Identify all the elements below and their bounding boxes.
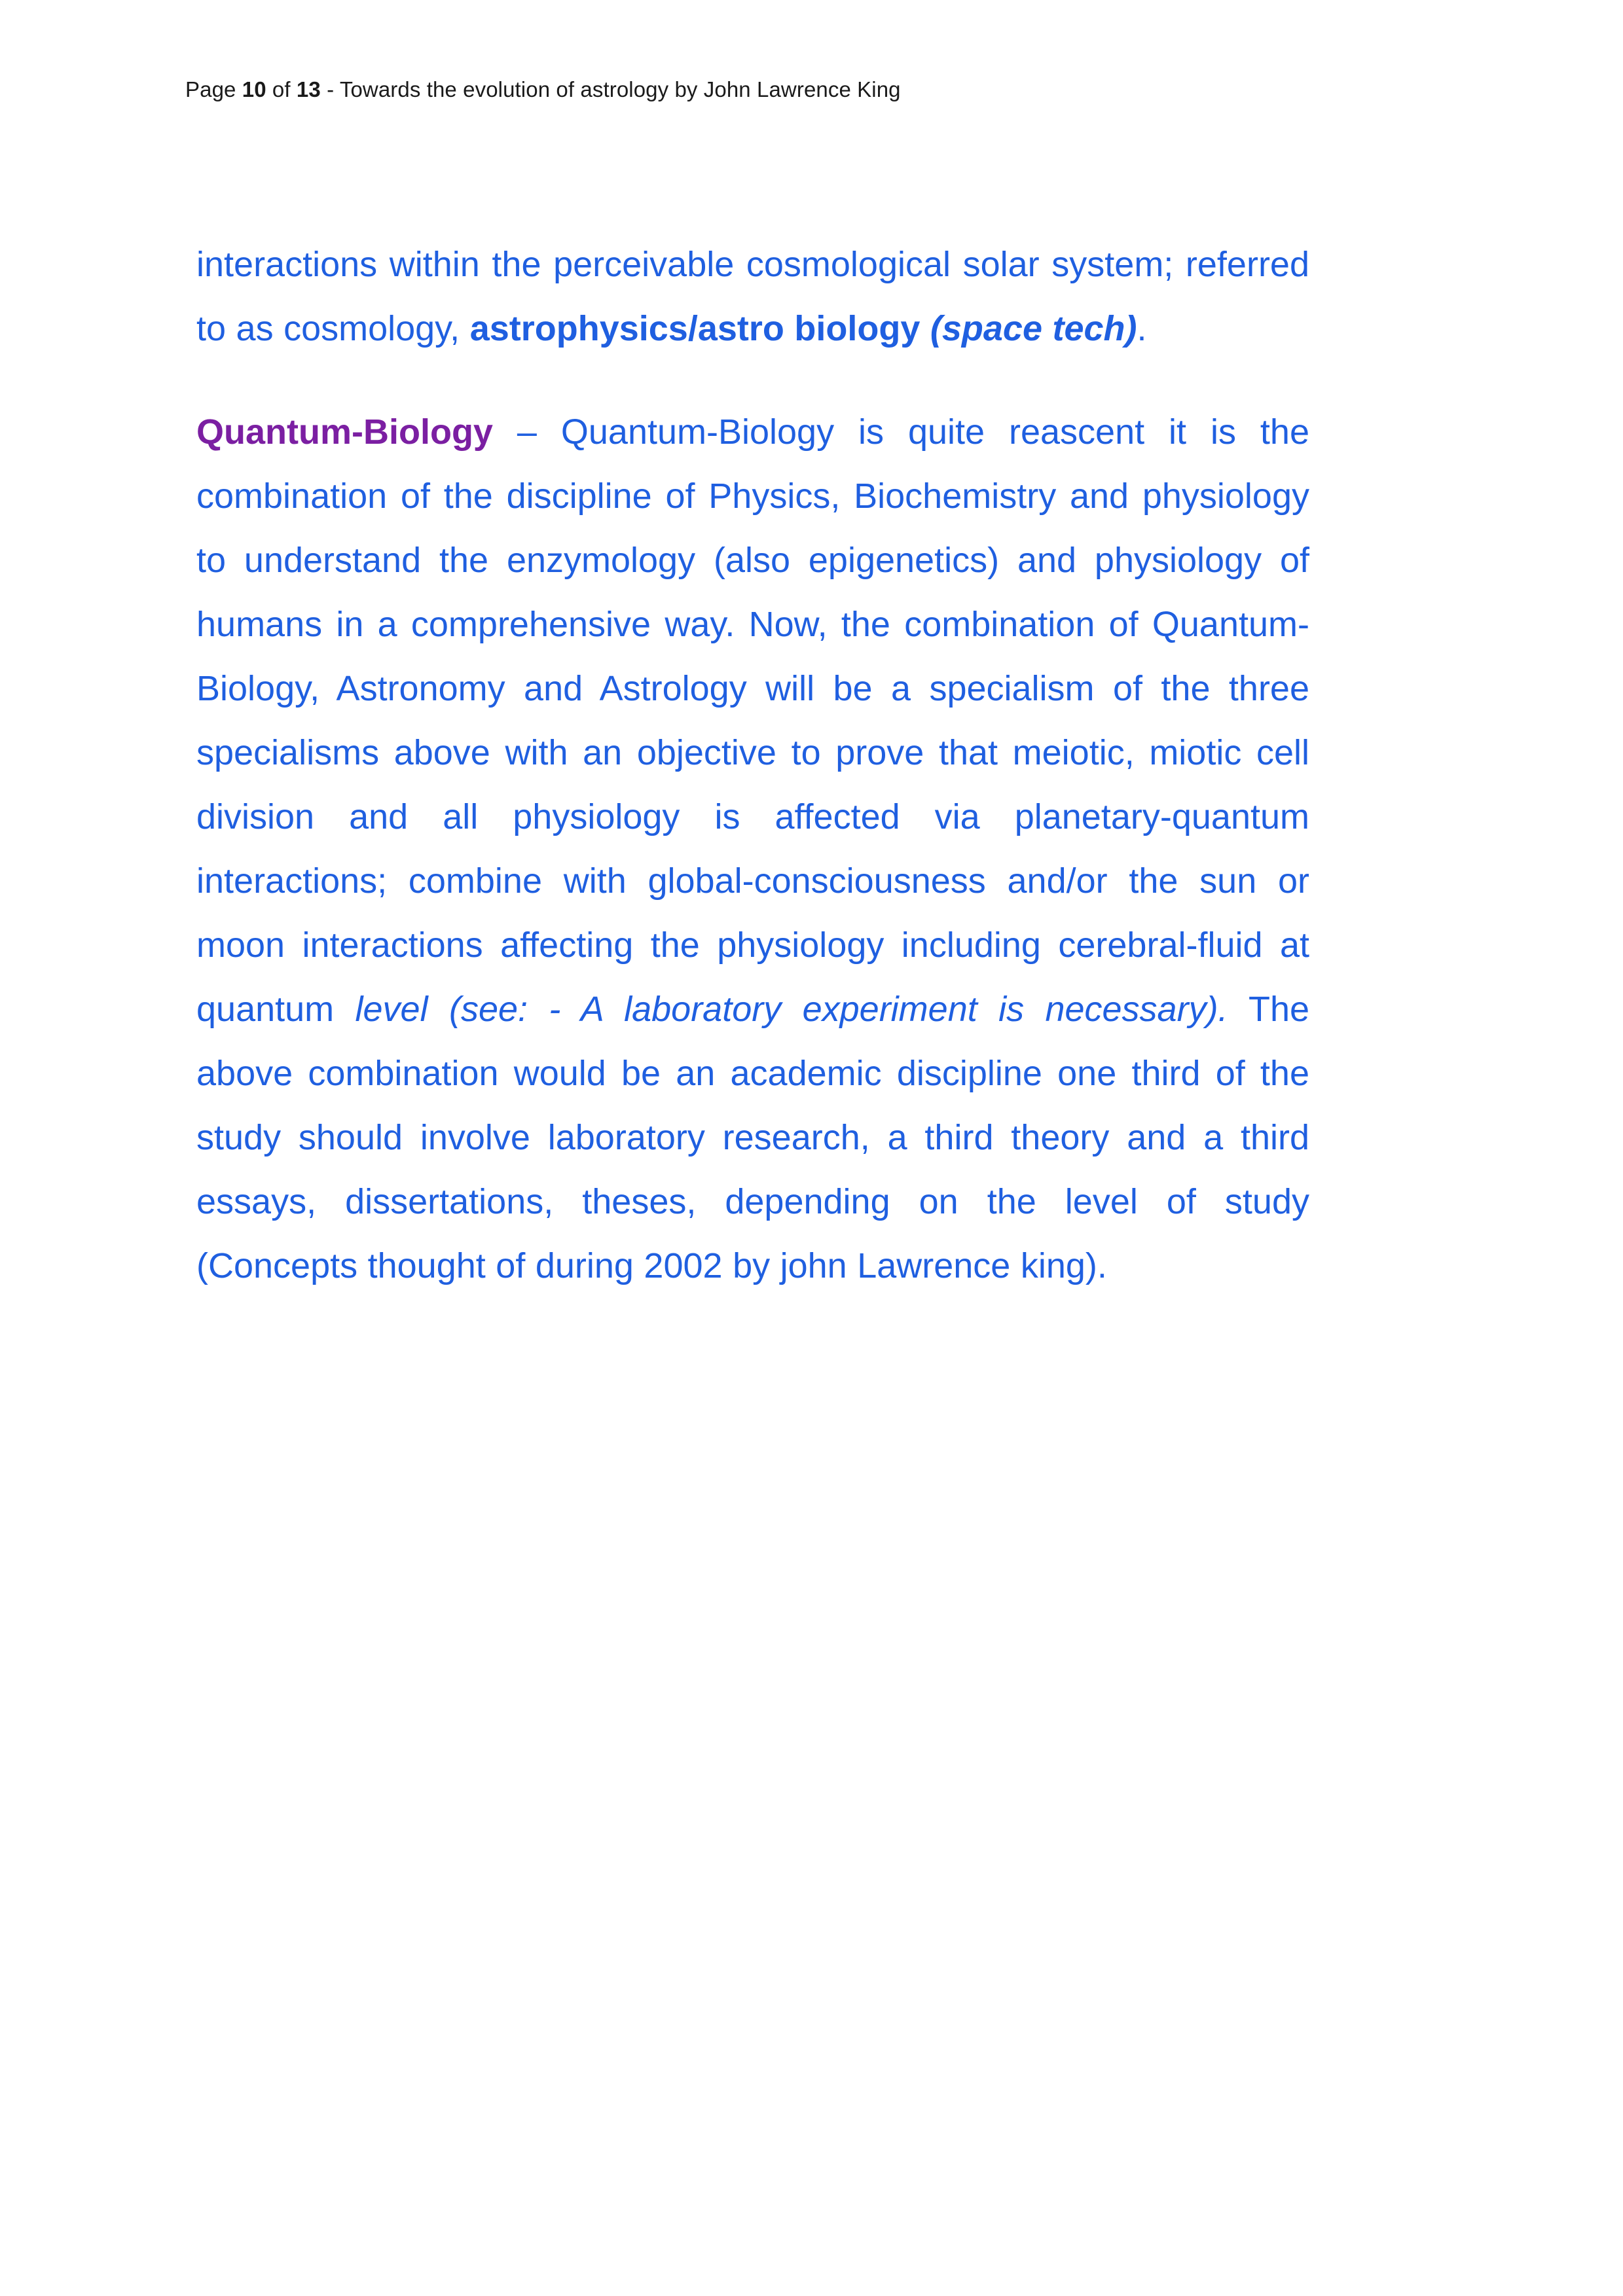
header-page-number: 10 [242, 77, 266, 101]
paragraph1-italic-note: (space tech) [920, 309, 1137, 348]
header-prefix: Page [185, 77, 242, 101]
page-header [185, 77, 901, 102]
paragraph1-bold-term: astrophysics/astro biology [469, 309, 921, 348]
quantum-biology-heading: Quantum-Biology [196, 412, 493, 452]
header-total-pages: 13 [296, 77, 321, 101]
header-middle: of [266, 77, 297, 101]
paragraph-quantum-biology [196, 400, 1309, 1298]
paragraph1-text-part2: . [1137, 309, 1147, 348]
document-body [196, 232, 1309, 1298]
paragraph2-italic-note: level (see: - A laboratory experiment is necessary). [355, 990, 1228, 1029]
paragraph-cosmology [196, 232, 1309, 361]
paragraph2-text-part1: – Quantum-Biology is quite reascent it is the combination of the discipline of Physics, Biochemistry and physiology to understand the enzymology (also epigenetics) and physiology of humans in a comprehensive way. Now, the combination of Quantum-Biology, Astronomy and Astrology will be a specialism of the three specialisms above with an objective to prove that meiotic, miotic cell division and all physiology is affected via planetary-quantum interactions; combine with global-consciousness and/or the sun or moon interactions affecting the physiology including cerebral-fluid at quantum [196, 412, 1309, 1029]
header-suffix: - Towards the evolution of astrology by John Lawrence King [320, 77, 901, 101]
paragraph2-text-part2: The above combination would be an academic discipline one third of the study should involve laboratory research, a third theory and a third essays, dissertations, theses, depending on the level of study (Concepts thought of during 2002 by john Lawrence king). [196, 990, 1310, 1285]
paragraph1-text-part1: interactions within the perceivable cosmological solar system; referred to as cosmology, [196, 245, 1309, 348]
